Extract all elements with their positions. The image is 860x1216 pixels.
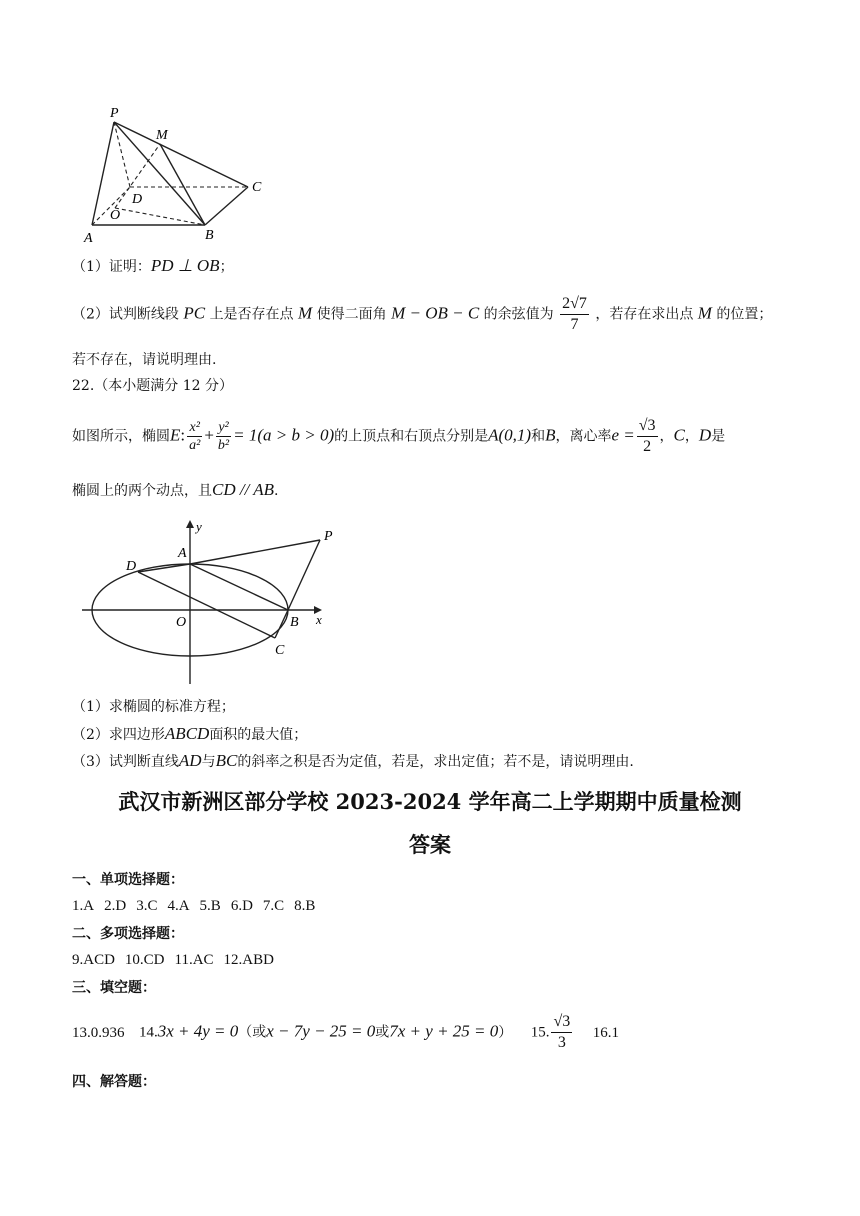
q22-sub1: （1）求椭圆的标准方程；: [72, 699, 235, 715]
answers-subtitle: 答案: [409, 832, 451, 857]
answer-item: 9.ACD: [72, 952, 115, 968]
answer-14-text-c: 或: [375, 1024, 390, 1041]
q21-part1-math: PD ⊥ OB: [150, 256, 220, 275]
ellipse-condition: = 1(a > b > 0): [233, 425, 335, 445]
b-squared: b²: [217, 438, 230, 453]
fig2-label-y: y: [196, 519, 202, 534]
answer-16: 16.1: [592, 1024, 619, 1041]
answer-item: 7.C: [262, 898, 285, 914]
line-ad: AD: [178, 751, 202, 770]
q22-text-a: 如图所示，椭圆: [72, 428, 170, 445]
cos-fraction: [560, 294, 589, 335]
sub3-text-c: 的斜率之积是否为定值，若是，求出定值；若不是，请说明理由.: [237, 754, 634, 770]
fig1-label-d: D: [132, 192, 143, 207]
single-choice-answers: [72, 896, 325, 916]
point-b: B: [545, 425, 556, 445]
eccentricity-lhs: e =: [611, 425, 635, 445]
x-fraction: [187, 419, 202, 454]
fig1-label-b: B: [205, 228, 214, 243]
point-m: M: [298, 303, 313, 323]
section-single-choice: 一、单项选择题：: [72, 872, 184, 888]
x-squared: x²: [187, 419, 202, 437]
q22-text-f: 是: [711, 428, 726, 445]
section-fill-blank: 三、填空题：: [72, 980, 156, 996]
answer-15-numerator: √3: [551, 1012, 572, 1033]
sub3-text-a: （3）试判断直线: [72, 754, 179, 770]
fig1-label-a: A: [84, 231, 93, 246]
q22-text-d: ，离心率: [555, 428, 612, 445]
sub3-text-b: 与: [201, 754, 216, 770]
segment-pc: PC: [183, 303, 206, 323]
q21-part1-prefix: （1）证明：: [72, 259, 151, 275]
cd-parallel-ab: CD // AB: [212, 480, 275, 499]
q21-part2: [72, 294, 772, 335]
q22-text-b: 的上顶点和右顶点分别是: [334, 428, 489, 445]
q22-intro: [72, 416, 725, 457]
fig2-label-b: B: [290, 615, 299, 630]
q21-text-c: 使得二面角: [316, 306, 387, 323]
answer-15-denominator: 3: [557, 1034, 566, 1051]
pyramid-figure: [70, 100, 270, 248]
answer-14-eq: 3x + 4y = 0: [157, 1021, 239, 1041]
q22-sub2: [72, 724, 307, 745]
y-squared: y²: [216, 419, 231, 437]
section-multi-choice: 二、多项选择题：: [72, 926, 184, 942]
fig2-label-o: O: [176, 615, 187, 630]
q22-line2-text: 椭圆上的两个动点，且: [72, 483, 212, 499]
a-squared: a²: [189, 438, 201, 453]
answer-14-text-b: （或: [238, 1024, 267, 1041]
answer-item: 5.B: [199, 898, 221, 914]
y-fraction: [216, 419, 231, 454]
sub2-text-a: （2）求四边形: [72, 727, 165, 743]
q21-text-e: ，若存在求出点: [595, 306, 694, 323]
q22-header: 22.（本小题满分 12 分）: [72, 378, 233, 394]
q21-part1-suffix: ；: [219, 259, 234, 275]
answer-14-text-d: ）: [498, 1024, 513, 1041]
answer-item: 1.A: [72, 898, 95, 914]
q22-text-c: 和: [531, 428, 546, 445]
point-a: A(0,1): [488, 425, 532, 445]
ellipse-name: E: [170, 425, 181, 445]
answer-14-label: 14.: [138, 1024, 158, 1041]
q21-part1: [72, 256, 234, 277]
answer-item: 3.C: [136, 898, 158, 914]
answer-13: 13.0.936: [72, 1024, 125, 1041]
q22-sub3: [72, 751, 634, 772]
fig2-label-d: D: [126, 559, 137, 574]
point-d: D: [698, 425, 712, 445]
q22-comma: ，: [684, 428, 699, 445]
answer-item: 11.AC: [174, 952, 214, 968]
answer-item: 12.ABD: [223, 952, 274, 968]
fig2-label-c: C: [275, 643, 285, 658]
e-numerator: √3: [637, 416, 658, 437]
answer-15-label: 15.: [530, 1024, 550, 1041]
q21-text-f: 的位置；: [716, 306, 773, 323]
fig2-label-a: A: [178, 546, 187, 561]
q21-text-b: 上是否存在点: [209, 306, 294, 323]
e-denominator: 2: [643, 438, 652, 455]
fig1-label-m: M: [156, 128, 168, 143]
answer-item: 4.A: [167, 898, 190, 914]
ellipse-figure: [70, 518, 340, 688]
answer-14-eq3: 7x + y + 25 = 0: [389, 1021, 499, 1041]
answers-title: 武汉市新洲区部分学校 2023-2024 学年高二上学期期中质量检测: [118, 789, 742, 814]
eccentricity-fraction: [637, 416, 658, 457]
answer-item: 10.CD: [124, 952, 165, 968]
dihedral-angle: M − OB − C: [391, 303, 480, 323]
point-m-2: M: [697, 303, 712, 323]
fig1-label-o: O: [110, 208, 121, 223]
point-c: C: [673, 425, 685, 445]
q21-text-d: 的余弦值为: [483, 306, 554, 323]
answer-item: 8.B: [294, 898, 316, 914]
q22-text-e: ，: [659, 428, 674, 445]
fig2-label-x: x: [316, 612, 322, 627]
cos-denominator: 7: [570, 316, 579, 333]
answer-14-eq2: x − 7y − 25 = 0: [266, 1021, 376, 1041]
q22-line2-end: .: [274, 483, 279, 499]
q21-part2-line2: 若不存在，请说明理由.: [72, 352, 217, 368]
q21-text-a: （2）试判断线段: [72, 306, 179, 323]
answer-item: 2.D: [104, 898, 127, 914]
line-bc: BC: [215, 751, 238, 770]
multi-choice-answers: [72, 950, 284, 970]
fig1-label-p: P: [110, 106, 119, 121]
fig1-label-c: C: [252, 180, 262, 195]
cos-numerator: 2√7: [560, 294, 589, 315]
answer-item: 6.D: [230, 898, 253, 914]
section-solutions: 四、解答题：: [72, 1074, 156, 1090]
colon: :: [180, 425, 186, 445]
quad-abcd: ABCD: [164, 724, 210, 743]
fig2-label-p: P: [324, 529, 333, 544]
q22-line2: [72, 480, 278, 501]
fill-blank-answers: [72, 1012, 619, 1053]
answer-15-fraction: [551, 1012, 572, 1053]
sub2-text-b: 面积的最大值；: [209, 727, 308, 743]
plus-sign: +: [204, 425, 214, 445]
